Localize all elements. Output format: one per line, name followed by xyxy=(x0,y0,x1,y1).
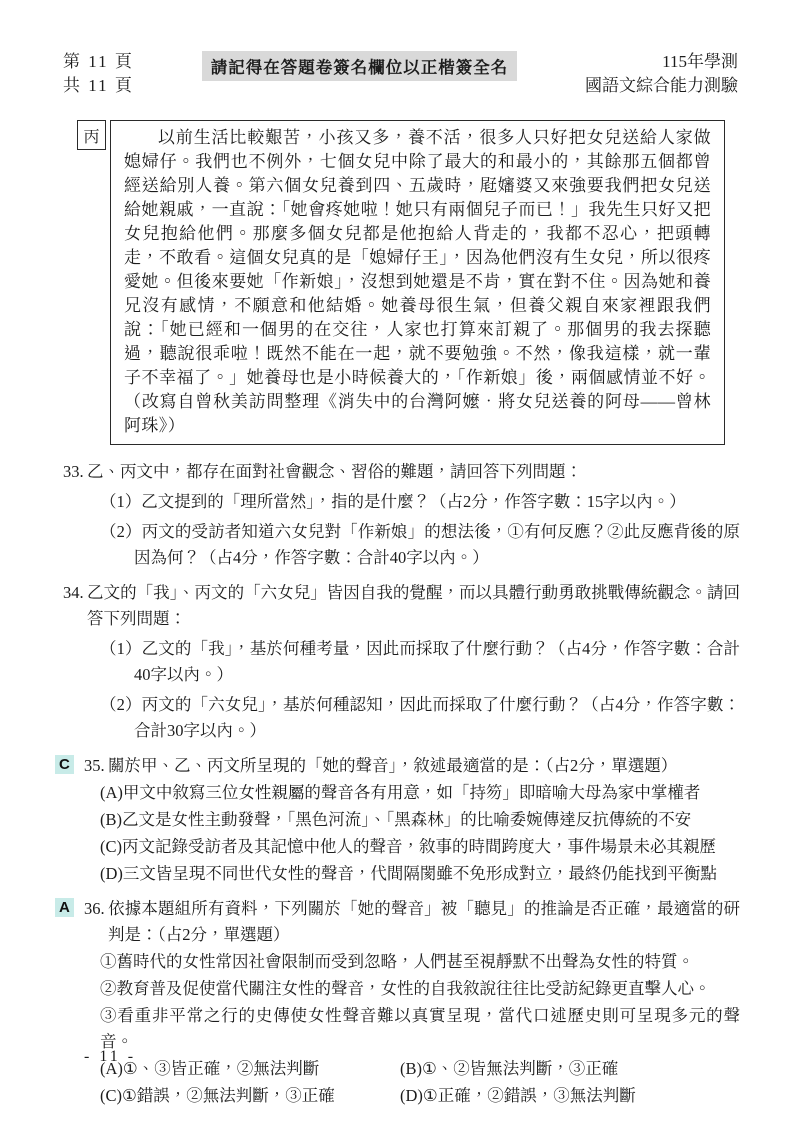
passage-label-bing: 丙 xyxy=(77,120,106,150)
question-33-number: 33. xyxy=(63,462,84,481)
question-35-number: 35. xyxy=(84,756,105,775)
question-35-stem xyxy=(84,753,740,779)
question-34 xyxy=(63,580,740,744)
exam-subject-line: 國語文綜合能力測驗 xyxy=(585,76,738,95)
page-header xyxy=(0,0,800,98)
question-36-options xyxy=(100,1056,740,1109)
footer-page-number: - 11 - xyxy=(84,1048,137,1065)
question-36-statement-2: ②教育普及促使當代關注女性的聲音，女性的自我敘說往往比受訪紀錄更直擊人心。 xyxy=(100,979,711,998)
question-36-option-b: (B)①、②皆無法判斷，③正確 xyxy=(400,1059,619,1078)
question-34-stem xyxy=(63,580,740,632)
signature-notice: 請記得在答題卷簽名欄位以正楷簽全名 xyxy=(202,51,518,81)
question-35-option-c: (C)丙文記錄受訪者及其記憶中他人的聲音，敘事的時間跨度大，事件場景未必其親歷 xyxy=(100,837,716,856)
question-34-sub-2: （2）丙文的「六女兒」，基於何種認知，因此而採取了什麼行動？（占4分，作答字數：合計30字以內。） xyxy=(100,695,740,740)
question-36 xyxy=(59,896,740,1109)
answer-key-badge-36: A xyxy=(55,898,74,917)
question-33-sub-1: （1）乙文提到的「理所當然」，指的是什麼？（占2分，作答字數：15字以內。） xyxy=(100,492,686,511)
question-36-stem xyxy=(84,896,740,948)
question-33-stem xyxy=(63,459,740,485)
question-35-option-a: (A)甲文中敘寫三位女性親屬的聲音各有用意，如「持笏」即暗喻大母為家中掌權者 xyxy=(100,783,701,802)
question-36-statement-1: ①舊時代的女性常因社會限制而受到忽略，人們甚至視靜默不出聲為女性的特質。 xyxy=(100,952,694,971)
question-35-option-b: (B)乙文是女性主動發聲，「黑色河流」、「黑森林」的比喻委婉傳達反抗傳統的不安 xyxy=(100,810,692,829)
question-35-stem-text: 關於甲、乙、丙文所呈現的「她的聲音」，敘述最適當的是：（占2分，單選題） xyxy=(108,756,678,775)
page-number-line: 第 11 頁 xyxy=(63,52,134,71)
passage-text: 以前生活比較艱苦，小孩又多，養不活，很多人只好把女兒送給人家做媳婦仔。我們也不例外，七個女兒中除了最大的和最小的，其餘那五個都曾經送給別人養。第六個女兒養到四、五歲時，屘嬸婆又來強要我們把女兒送給她親戚，一直說：「她會疼她啦！她只有兩個兒子而已！」我先生只好又把女兒抱給他們。那麼多個女兒都是他抱給人背走的，我都不忍心，把頭轉走，不敢看。這個女兒真的是「媳婦仔王」，因為他們沒有生女兒，所以很疼愛她。但後來要她「作新娘」，沒想到她還是不肯，實在對不住。因為她和養兄沒有感情，不願意和他結婚。她養母很生氣，但養父親自來家裡跟我們說：「她已經和一個男的在交往，人家也打算來訂親了。那個男的我去探聽過，聽說很乖啦！既然不能在一起，就不要勉強。不然，像我這樣，就一輩子不幸福了。」她養母也是小時候養大的，「作新娘」後，兩個感情並不好。（改寫自曾秋美訪問整理《消失中的台灣阿嬤．將女兒送養的阿母——曾林阿珠》） xyxy=(124,128,711,435)
questions-section xyxy=(59,459,740,1109)
question-35 xyxy=(59,753,740,887)
question-34-stem-text: 乙文的「我」、丙文的「六女兒」皆因自我的覺醒，而以具體行動勇敢挑戰傳統觀念。請回答下列問題： xyxy=(87,583,740,628)
question-33 xyxy=(63,459,740,571)
question-36-option-c: (C)①錯誤，②無法判斷，③正確 xyxy=(100,1086,335,1105)
question-36-stem-text: 依據本題組所有資料，下列關於「她的聲音」被「聽見」的推論是否正確，最適當的研判是：（占2分，單選題） xyxy=(108,899,740,944)
exam-year-line: 115年學測 xyxy=(662,52,738,71)
question-33-stem-text: 乙、丙文中，都存在面對社會觀念、習俗的難題，請回答下列問題： xyxy=(87,462,582,481)
question-36-number: 36. xyxy=(84,899,105,918)
question-33-sub-2: （2）丙文的受訪者知道六女兒對「作新娘」的想法後，①有何反應？②此反應背後的原因為何？（占4分，作答字數：合計40字以內。） xyxy=(100,522,740,567)
question-35-option-d: (D)三文皆呈現不同世代女性的聲音，代間隔閡雖不免形成對立，最終仍能找到平衡點 xyxy=(100,864,717,883)
passage-box xyxy=(110,120,725,445)
question-36-option-a: (A)①、③皆正確，②無法判斷 xyxy=(100,1059,320,1078)
page-count-block xyxy=(63,50,134,98)
exam-title-block xyxy=(585,50,738,98)
question-34-sub-1: （1）乙文的「我」，基於何種考量，因此而採取了什麼行動？（占4分，作答字數：合計40字以內。） xyxy=(100,639,740,684)
question-34-number: 34. xyxy=(63,583,84,602)
passage-section xyxy=(83,120,725,445)
question-36-statement-3: ③看重非平常之行的史傳使女性聲音難以真實呈現，當代口述歷史則可呈現多元的聲音。 xyxy=(100,1006,740,1051)
answer-key-badge-35: C xyxy=(55,755,74,774)
page-total-line: 共 11 頁 xyxy=(63,76,134,95)
question-36-option-d: (D)①正確，②錯誤，③無法判斷 xyxy=(400,1086,636,1105)
